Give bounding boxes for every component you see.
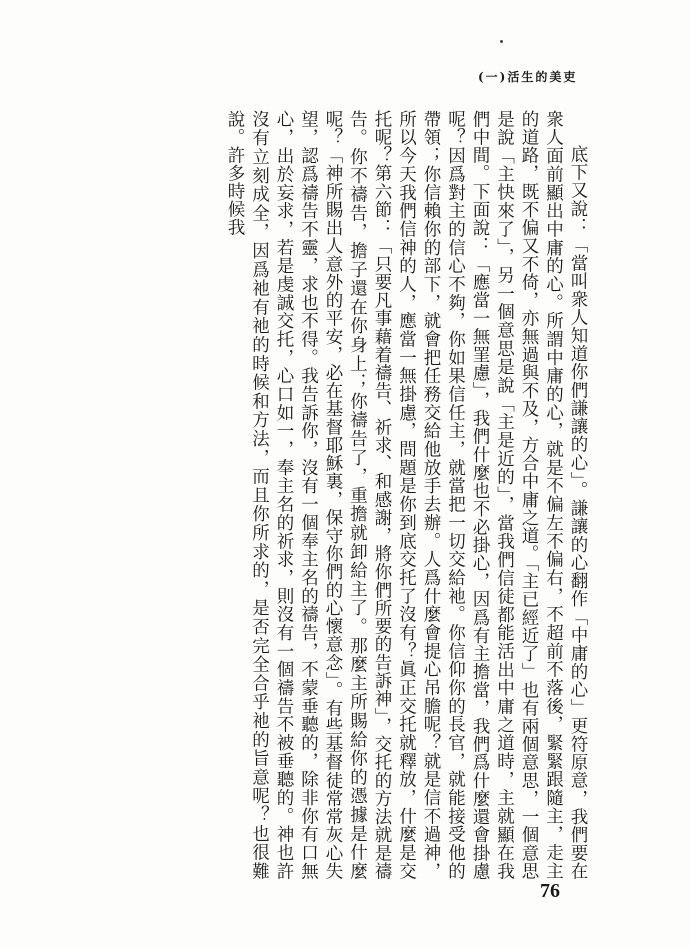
body-text — [126, 110, 590, 880]
body-paragraph: 底下又說：「當叫衆人知道你們謙讓的心」。謙讓的心翻作「中庸的心」更符原意，我們要在衆人面前顯出中庸的心。所謂中庸的心，就是不偏左不偏右，不超前不落後，緊緊跟隨主，走主的道路，既不偏又不倚，亦無過與不及，方合中庸之道。「主已經近了」也有兩個意思，一個意思是說「主快來了」，另一個意思是說「主是近的」，當我們信徒都能活出中庸之道時，主就顯在我們中間。下面說：「應當一無罣慮」，我們什麼也不必掛心，因爲有主擔當，我們爲什麼還會掛慮呢？因爲對主的信心不夠，你如果信任主，就當把一切交給祂。你信仰你的長官，就能接受他的帶領；你信賴你的部下，就會把任務交給他放手去辦。人爲什麼會提心吊膽呢？就是信不過神，所以今天我們信神的人，應當一無掛慮，問題是你到底交托了沒有？眞正交托就釋放，什麼是交托呢？第六節：「只要凡事藉着禱告、祈求、和感謝，將你們所要的告訴神」，交托的方法就是禱告。你不禱告，擔子還在你身上；你禱告了，重擔就卸給主了。那麼主所賜給你的憑據是什麼呢？「神所賜出人意外的平安，必在基督耶穌裏，保守你們的心懷意念」。有些基督徒常常灰心失望，認爲禱告不靈，求也不得。我告訴你，沒有一個奉主名的禱告，不蒙垂聽的，除非你有口無心，出於妄求，若是虔誠交托，心口如一，奉主名的祈求，則沒有一個禱告不被垂聽的。神也許沒有立刻成全，因爲祂有祂的時候和方法，而且你所求的，是否完全合乎祂的旨意呢？也很難說。許多時候我 — [225, 110, 588, 880]
ink-speck — [500, 40, 503, 43]
page-number: 76 — [540, 880, 560, 902]
running-head: (一)活生的美吏 — [478, 70, 578, 84]
